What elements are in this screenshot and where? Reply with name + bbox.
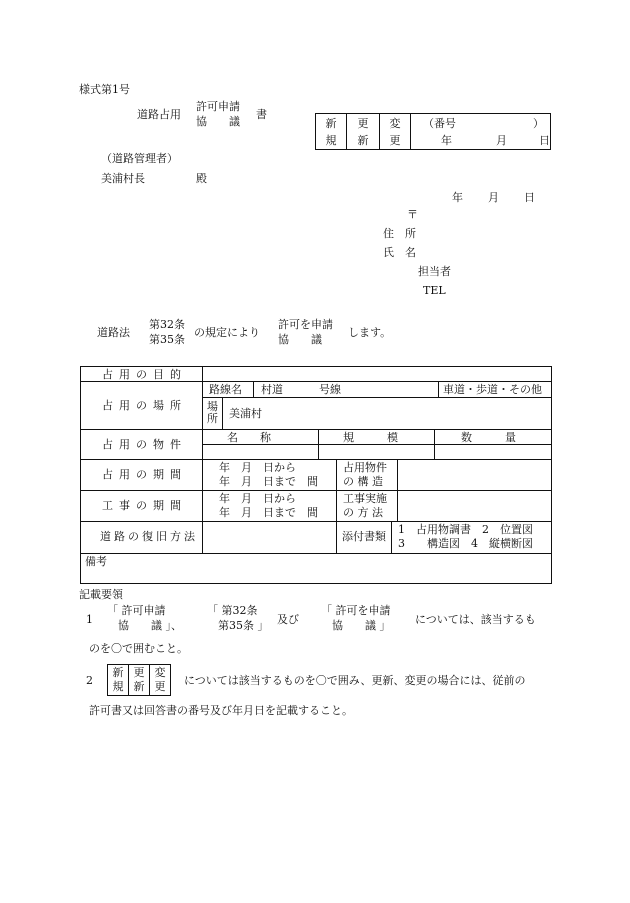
title-prefix: 道路占用 [137, 108, 181, 121]
note1-continued: のを〇で囲むこと。 [89, 642, 188, 655]
notes-header: 記載要領 [79, 588, 123, 601]
note1-and: 及び [277, 613, 299, 626]
label-restore: 道路の復旧方法 [100, 530, 198, 543]
attach-list: 1 占用物調書 2 位置図 3 構造図 4 縦横断図 [398, 523, 533, 550]
status-box [315, 113, 551, 150]
label-location: 占用の場所 [102, 399, 187, 412]
statement-articles: 第32条 第35条 [149, 318, 185, 346]
note2-status-box: 新 規 更 新 変 更 [107, 664, 171, 696]
status-new: 新 規 [316, 114, 347, 150]
objects-header-name: 名 称 [227, 431, 271, 444]
road-part: 車道・歩道・その他 [443, 383, 542, 396]
route-number: 号線 [319, 383, 341, 396]
status-number-field[interactable]: （番号 ） 年 月 日 [411, 114, 551, 150]
note2-text: については該当するものを〇で囲み、更新、変更の場合には、従前の [184, 674, 526, 687]
applicant-person: 担当者 [418, 265, 451, 278]
addressee-honorific: 殿 [196, 172, 207, 185]
applicant-tel: TEL [423, 284, 446, 297]
place-value: 美浦村 [229, 407, 262, 420]
statement-end: します。 [348, 326, 392, 339]
label-period: 占用の期間 [102, 468, 187, 481]
date-month: 月 [488, 191, 499, 204]
note1-number: 1 [86, 613, 93, 626]
place-label: 場 所 [207, 400, 218, 425]
label-objects: 占用の物件 [102, 438, 187, 451]
objects-header-qty: 数 量 [461, 431, 516, 444]
applicant-address: 住 所 [383, 227, 416, 240]
occupancy-table [80, 366, 552, 584]
title-option-consult: 協 議 [196, 114, 240, 128]
addressee-name: 美浦村長 [101, 172, 145, 185]
statement-options: 許可を申請 協 議 [278, 318, 333, 346]
objects-header-scale: 規 模 [343, 431, 398, 444]
label-purpose: 占用の目的 [102, 368, 187, 381]
method-label: 工事実施 の 方 法 [343, 492, 387, 519]
statement-law: 道路法 [97, 326, 130, 339]
postal-mark: 〒 [407, 208, 418, 221]
form-number: 様式第1号 [79, 83, 130, 96]
note2-number: 2 [86, 674, 93, 687]
status-change: 変 更 [380, 114, 411, 150]
title-suffix: 書 [256, 108, 267, 121]
applicant-name: 氏 名 [383, 246, 416, 259]
date-year: 年 [452, 191, 463, 204]
date-day: 日 [524, 191, 535, 204]
addressee-label: （道路管理者） [101, 152, 178, 165]
remarks-label: 備考 [85, 555, 107, 568]
route-label: 路線名 [209, 383, 242, 396]
purpose-field[interactable] [203, 367, 551, 381]
period-range: 年 月 日から 年 月 日まで 間 [219, 461, 318, 488]
note1-text: については、該当するも [415, 613, 536, 626]
note1-quote-articles: 「 第32条 第35条 」 [207, 604, 269, 632]
title-options [196, 100, 240, 130]
work-period-range: 年 月 日から 年 月 日まで 間 [219, 492, 318, 519]
label-work-period: 工事の期間 [102, 499, 187, 512]
structure-label: 占用物件 の 構 造 [343, 461, 387, 488]
route-kind: 村道 [261, 383, 283, 396]
attach-label: 添付書類 [342, 530, 386, 543]
title-option-apply: 許可申請 [196, 100, 240, 113]
note1-quote-apply: 「 許可申請 協 議 」、 [107, 604, 182, 632]
note2-continued: 許可書又は回答書の番号及び年月日を記載すること。 [89, 704, 353, 717]
note1-quote-options: 「 許可を申請 協 議 」 [321, 604, 391, 632]
status-renew: 更 新 [347, 114, 380, 150]
statement-mid: の規定により [194, 326, 260, 339]
